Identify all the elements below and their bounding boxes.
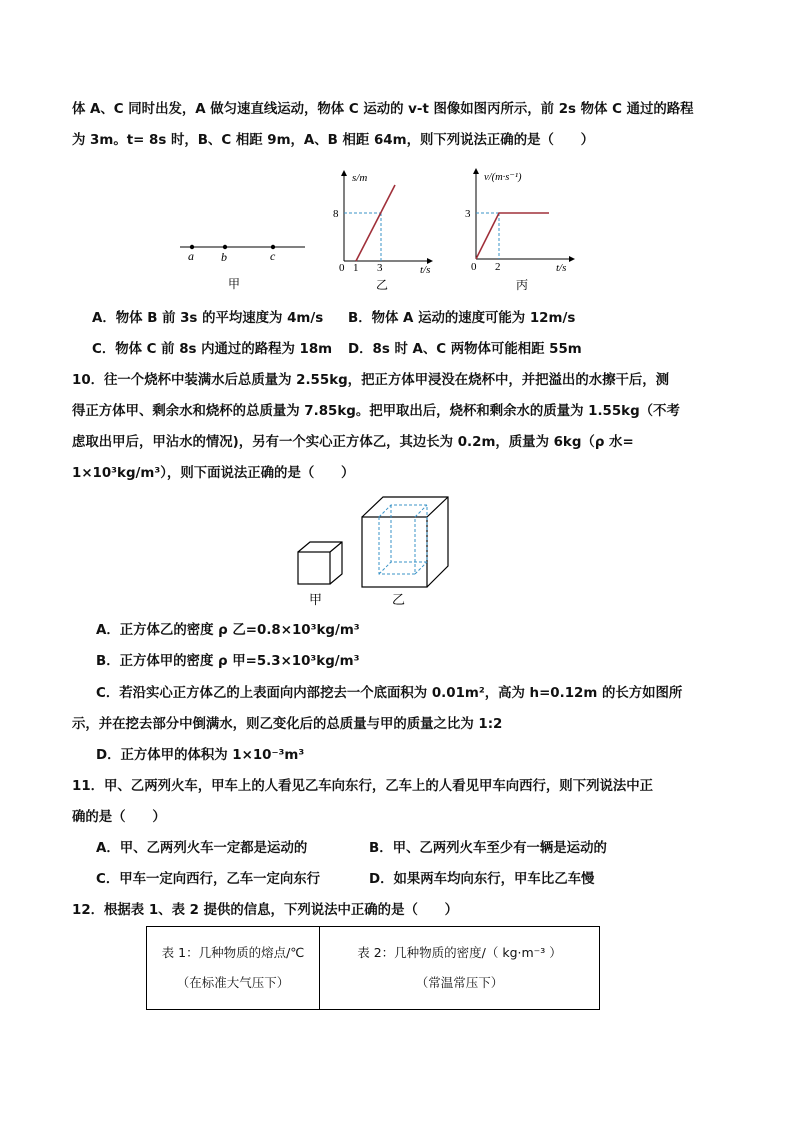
cavity-outline xyxy=(379,505,427,574)
table1-subtitle: （在标准大气压下） xyxy=(176,975,290,990)
q10-stem-line2: 得正方体甲、剩余水和烧杯的总质量为 7.85kg。把甲取出后，烧杯和剩余水的质量为 1.55kg（不考 xyxy=(72,404,680,419)
q10-option-a[interactable]: A．正方体乙的密度 ρ 乙=0.8×10³kg/m³ xyxy=(96,623,360,638)
q9-option-c[interactable]: C．物体 C 前 8s 内通过的路程为 18m xyxy=(92,342,333,357)
q9-stem-line2: 为 3m。t= 8s 时，B、C 相距 9m，A、B 相距 64m，则下列说法正确的是（ ） xyxy=(72,133,595,148)
q9-option-b[interactable]: B．物体 A 运动的速度可能为 12m/s xyxy=(348,311,576,326)
q9-option-d[interactable]: D．8s 时 A、C 两物体可能相距 55m xyxy=(348,342,582,357)
x-tick-2: 2 xyxy=(495,261,501,273)
q10-stem-line3: 虑取出甲后，甲沾水的情况)，另有一个实心正方体乙，其边长为 0.2m，质量为 6kg（ρ 水= xyxy=(72,435,634,450)
x-axis-label: t/s xyxy=(556,262,567,274)
q10-stem-line4: 1×10³kg/m³），则下面说法正确的是（ ） xyxy=(72,466,355,481)
q10-stem-line1: 10．往一个烧杯中装满水后总质量为 2.55kg，把正方体甲浸没在烧杯中，并把溢出的水擦干后，测 xyxy=(72,373,670,388)
y-tick-3: 3 xyxy=(465,208,471,220)
x-tick-0: 0 xyxy=(339,262,345,274)
caption-cube-jia: 甲 xyxy=(309,592,323,607)
table2-title: 表 2：几种物质的密度/（ kg·m⁻³ ） xyxy=(357,945,562,960)
x-axis-label: t/s xyxy=(420,264,431,276)
table1-title: 表 1：几种物质的熔点/℃ xyxy=(161,945,305,960)
q10-cubes-figure xyxy=(290,492,460,614)
table1-header xyxy=(147,927,320,1010)
point-b xyxy=(223,245,227,249)
cube-jia xyxy=(298,542,342,584)
caption-bing: 丙 xyxy=(516,278,529,292)
q11-stem-line2: 确的是（ ） xyxy=(72,810,166,825)
q9-figure-bing xyxy=(462,165,580,295)
x-tick-0: 0 xyxy=(471,261,477,273)
q12-tables xyxy=(146,926,600,1010)
y-axis-label: s/m xyxy=(352,172,368,184)
q11-option-b[interactable]: B．甲、乙两列火车至少有一辆是运动的 xyxy=(369,841,607,856)
table2-subtitle: （常温常压下） xyxy=(415,975,504,990)
q9-figure-jia xyxy=(175,235,310,295)
q10-option-c-line2[interactable]: 示，并在挖去部分中倒满水，则乙变化后的总质量与甲的质量之比为 1:2 xyxy=(72,717,503,732)
x-tick-1: 1 xyxy=(353,262,359,274)
q11-option-c[interactable]: C．甲车一定向西行，乙车一定向东行 xyxy=(96,872,321,887)
label-b: b xyxy=(221,250,227,264)
caption-jia: 甲 xyxy=(228,277,241,291)
q9-figure-yi xyxy=(330,165,440,295)
caption-yi: 乙 xyxy=(376,278,389,292)
label-a: a xyxy=(188,249,194,263)
x-tick-3: 3 xyxy=(377,262,383,274)
caption-cube-yi: 乙 xyxy=(392,592,406,607)
q10-option-c-line1[interactable]: C．若沿实心正方体乙的上表面向内部挖去一个底面积为 0.01m²，高为 h=0.12m 的长方如图所 xyxy=(96,686,683,701)
q10-option-b[interactable]: B．正方体甲的密度 ρ 甲=5.3×10³kg/m³ xyxy=(96,654,360,669)
v-t-line xyxy=(476,213,549,259)
s-t-line xyxy=(356,185,395,261)
y-axis-label: v/(m·s⁻¹) xyxy=(484,172,522,183)
q11-option-a[interactable]: A．甲、乙两列火车一定都是运动的 xyxy=(96,841,308,856)
q9-option-a[interactable]: A．物体 B 前 3s 的平均速度为 4m/s xyxy=(92,311,324,326)
label-c: c xyxy=(270,249,276,263)
q9-stem-line1: 体 A、C 同时出发，A 做匀速直线运动，物体 C 运动的 v-t 图像如图丙所示，前 2s 物体 C 通过的路程 xyxy=(72,102,694,117)
q12-stem: 12．根据表 1、表 2 提供的信息，下列说法中正确的是（ ） xyxy=(72,903,459,918)
cube-yi xyxy=(362,497,448,587)
table2-header xyxy=(320,927,600,1010)
q10-option-d[interactable]: D．正方体甲的体积为 1×10⁻³m³ xyxy=(96,748,305,763)
y-tick-8: 8 xyxy=(333,208,339,220)
q11-stem-line1: 11．甲、乙两列火车，甲车上的人看见乙车向东行，乙车上的人看见甲车向西行，则下列说法中正 xyxy=(72,779,654,794)
q11-option-d[interactable]: D．如果两车均向东行，甲车比乙车慢 xyxy=(369,872,595,887)
